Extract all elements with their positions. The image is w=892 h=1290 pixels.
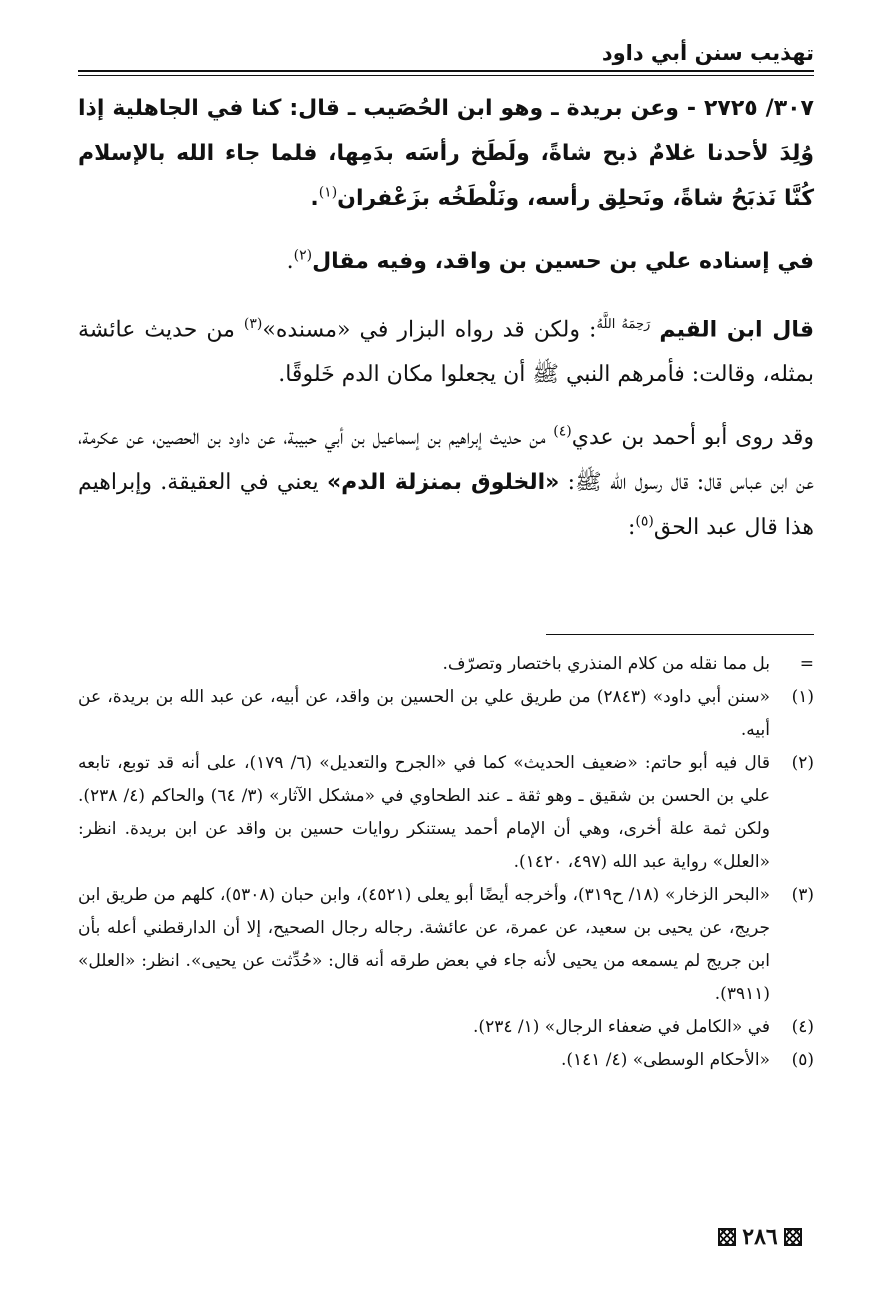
ibn-qayyim-paragraph [78,302,814,397]
header-rule [78,70,814,72]
footnote-text: قال فيه أبو حاتم: «ضعيف الحديث» كما في «الجرح والتعديل» (٦/ ١٧٩)، على أنه قد توبع، تابعه علي بن الحسن بن شقيق ـ وهو ثقة ـ عند الطحاوي في «مشكل الآثار» (٣/ ٦٤) والحاكم (٤/ ٢٣٨). ولكن ثمة علة أخرى، وهي أن الإمام أحمد يستنكر روايات حسين بن واقد عن ابن بريدة. انظر: «العلل» رواية عبد الله (٤٩٧، ١٤٢٠). [78,753,771,872]
honorific-glyph: رَحِمَهُ اللَّهُ [596,317,651,332]
header-rule-thin [78,75,814,76]
footnote-4 [78,1011,814,1044]
footnote-text: في «الكامل في ضعفاء الرجال» (١/ ٢٣٤). [473,1017,770,1037]
isnad-paragraph [78,239,814,284]
footnote-number: (١) [791,687,814,707]
ibn-qayyim-label: قال ابن القيم [659,317,815,343]
footnote-1 [78,681,814,747]
ibn-adi-paragraph [78,415,814,550]
footnote-number: (٥) [791,1050,814,1070]
running-title: تهذيب سنن أبي داود [601,41,814,65]
footnote-ref-1[interactable]: (١) [318,184,338,201]
hadith-paragraph [78,86,814,221]
footnote-continued [78,648,814,681]
page-number: ٢٨٦ [742,1224,778,1250]
footnote-text: «البحر الزخار» (١٨/ ح٣١٩)، وأخرجه أيضًا أبو يعلى (٤٥٢١)، وابن حبان (٥٣٠٨)، كلهم من طريق ابن جريج، عن يحيى بن سعيد، عن عمرة، عن عائشة. رجاله رجال الصحيح، إلا أن الدارقطني أعله بأن ابن جريج لم يسمعه من يحيى لأنه جاء في بعض طرقه أنه قال: «حُدِّثت عن يحيى». انظر: «العلل» (٣٩١١). [78,885,771,1004]
hadith-quote: «الخلوق بمنزلة الدم» [326,470,560,496]
footnote-ref-5[interactable]: (٥) [635,514,654,530]
punctuation: . [286,249,294,274]
ornament-icon [784,1228,802,1246]
paragraph-text: من حديث عائشة بمثله، وقالت: فأمرهم النبي ﷺ أن يجعلوا مكان الدم خَلوقًا. [78,317,814,388]
footnote-text: بل مما نقله من كلام المنذري باختصار وتصرّف. [442,654,770,674]
paragraph-text: من حديث إبراهيم بن إسماعيل بن أبي حبيبة، عن داود بن الحصين، عن عكرمة، عن ابن عباس قال: قال رسول الله ﷺ: [78,425,814,496]
footnote-number: (٣) [791,885,814,905]
footnote-3 [78,879,814,1011]
continuation-marker: = [799,654,814,674]
footnote-number: (٤) [791,1017,814,1037]
paragraph-text: يعني في العقيقة. وإبراهيم هذا قال عبد الحق [78,470,814,541]
main-text [78,86,814,550]
footnote-separator [546,634,814,635]
footnote-text: «الأحكام الوسطى» (٤/ ١٤١). [560,1050,770,1070]
footnotes [78,648,814,1077]
punctuation: : [627,515,636,541]
paragraph-text: وقد روى أبو أحمد بن عدي [571,425,814,451]
footnote-number: (٢) [791,753,814,773]
hadith-text: ٣٠٧/ ٢٧٢٥ - وعن بريدة ـ وهو ابن الحُصَيب ـ قال: كنا في الجاهلية إذا وُلِدَ لأحدنا غلامٌ ذبح شاةً، ولَطَخ رأسَه بدَمِها، فلما جاء الله بالإسلام كُنَّا نَذبَحُ شاةً، ونَحلِق رأسه، ونَلْطَخُه بزَعْفران [78,96,814,211]
footnote-2 [78,747,814,879]
footnote-ref-2[interactable]: (٢) [293,247,313,264]
footnote-ref-3[interactable]: (٣) [243,316,263,332]
footnote-5 [78,1044,814,1077]
isnad-text: في إسناده علي بن حسين بن واقد، وفيه مقال [312,249,814,274]
page-header [78,38,814,72]
ornament-icon [718,1228,736,1246]
page-number-block [700,1222,820,1252]
footnote-text: «سنن أبي داود» (٢٨٤٣) من طريق علي بن الحسين بن واقد، عن أبيه، عن عبد الله بن بريدة، عن أبيه. [78,687,770,740]
footnote-ref-4[interactable]: (٤) [553,424,572,440]
paragraph-text: : ولكن قد رواه البزار في «مسنده» [262,317,597,343]
punctuation: . [310,186,319,211]
